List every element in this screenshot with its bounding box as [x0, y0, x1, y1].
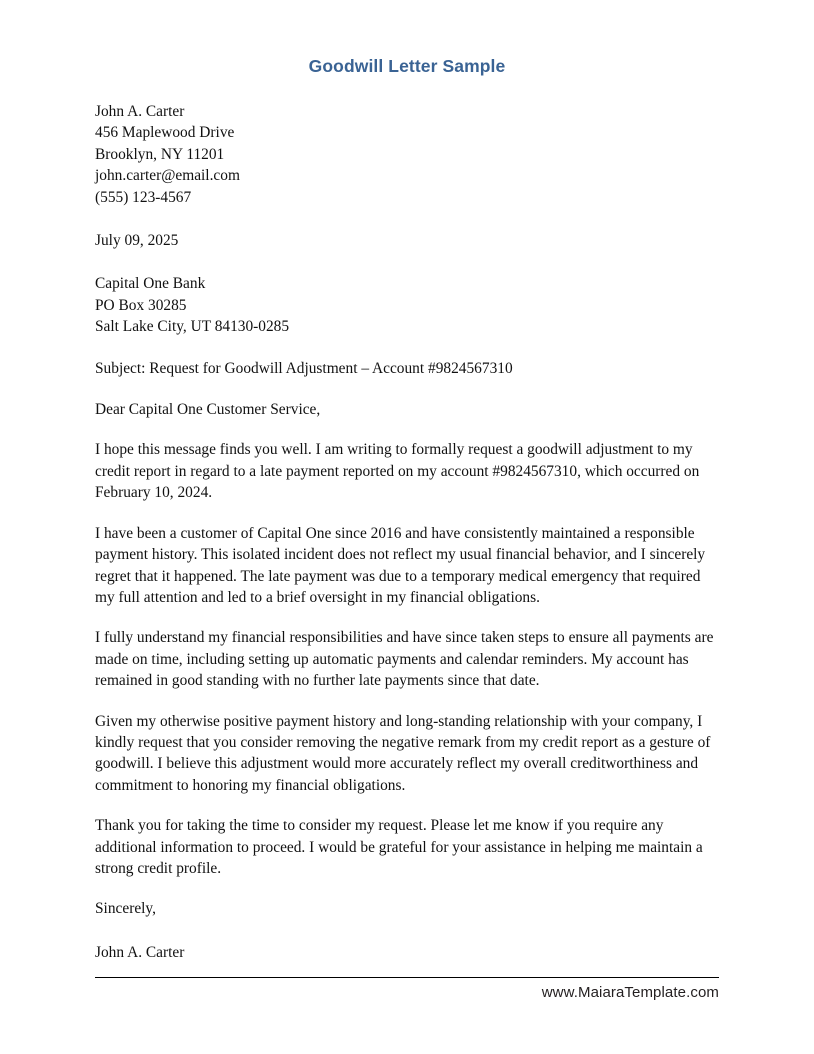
spacer-after-paragraph-5 [95, 879, 719, 898]
footer-divider [95, 977, 719, 978]
salutation-line: Dear Capital One Customer Service, [95, 401, 321, 419]
spacer-after-paragraph-1 [95, 504, 719, 523]
footer-website: www.MaiaraTemplate.com [541, 984, 719, 1001]
page-title: Goodwill Letter Sample [308, 56, 506, 76]
sender-email: john.carter@email.com [95, 167, 240, 185]
sender-address-block [95, 101, 719, 208]
spacer-signature [95, 920, 719, 942]
body-paragraph-3: I fully understand my financial responsibilities and have since taken steps to ensure all payments are made on time, including setting up automatic payments and calendar reminders. My account has remained in good standing with no further late payments since that date. [95, 629, 714, 690]
spacer-after-salutation [95, 420, 719, 439]
closing-valediction: Sincerely, [95, 900, 156, 918]
recipient-po-box: PO Box 30285 [95, 296, 187, 314]
spacer-after-paragraph-2 [95, 608, 719, 627]
spacer-after-recipient [95, 338, 719, 358]
spacer-after-date [95, 251, 719, 273]
recipient-address-block [95, 273, 719, 337]
recipient-company: Capital One Bank [95, 275, 206, 293]
sender-city-state-zip: Brooklyn, NY 11201 [95, 145, 225, 163]
date-text: July 09, 2025 [95, 232, 179, 250]
spacer-after-paragraph-3 [95, 692, 719, 711]
signature-name: John A. Carter [95, 943, 185, 961]
spacer-after-sender [95, 208, 719, 230]
recipient-city-state-zip: Salt Lake City, UT 84130-0285 [95, 318, 290, 336]
letter-body [95, 101, 719, 963]
subject-line: Subject: Request for Goodwill Adjustment – Account #9824567310 [95, 359, 513, 377]
spacer-after-subject [95, 379, 719, 399]
sender-street: 456 Maplewood Drive [95, 124, 235, 142]
letter-date [95, 230, 719, 251]
body-paragraph-4: Given my otherwise positive payment history and long-standing relationship with your company, I kindly request that you consider removing the negative remark from my credit report as a gesture of goodwill. I believe this adjustment would more accurately reflect my overall creditworthiness and commitment to honoring my financial obligations. [95, 712, 711, 794]
body-paragraph-1: I hope this message finds you well. I am writing to formally request a goodwill adjustment to my credit report in regard to a late payment reported on my account #9824567310, which occurred on February 10, 2024. [95, 441, 700, 502]
body-paragraph-2: I have been a customer of Capital One since 2016 and have consistently maintained a responsible payment history. This isolated incident does not reflect my usual financial behavior, and I sincerely regret that it happened. The late payment was due to a temporary medical emergency that required my full attention and led to a brief oversight in my financial obligations. [95, 524, 706, 606]
body-paragraph-5: Thank you for taking the time to consider my request. Please let me know if you require any additional information to proceed. I would be grateful for your assistance in helping me maintain a strong credit profile. [95, 817, 703, 877]
spacer-after-paragraph-4 [95, 796, 719, 815]
sender-phone: (555) 123-4567 [95, 188, 192, 206]
sender-name: John A. Carter [95, 103, 185, 120]
